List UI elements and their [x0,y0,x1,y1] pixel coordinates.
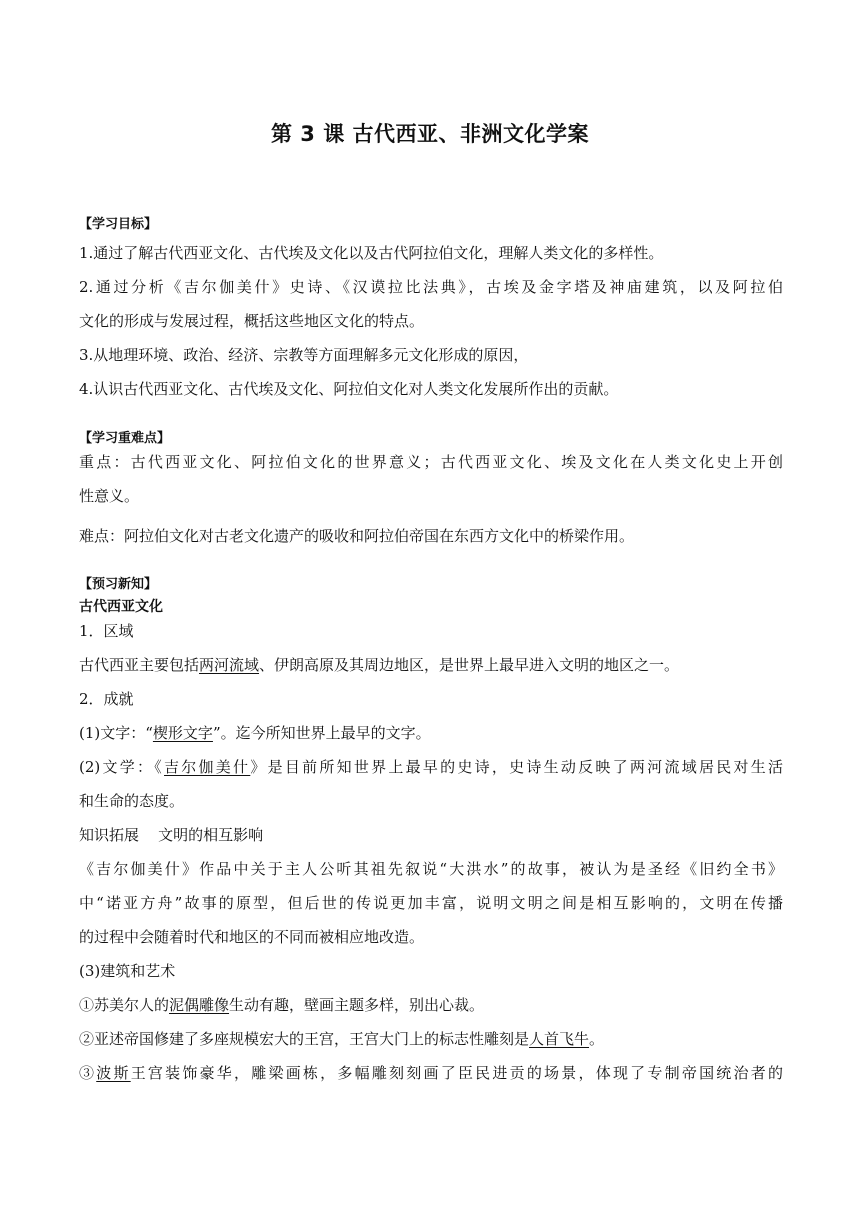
writing-text: (1)文字：“楔形文字”。迄今所知世界上最早的文字。 [79,724,431,742]
art-item: ③波斯王宫装饰豪华，雕梁画栋，多幅雕刻刻画了臣民进贡的场景，体现了专制帝国统治者的 [79,1064,783,1082]
underlined-term: 两河流域 [199,656,260,674]
preview-body [79,614,783,1090]
achievements-title: 2．成就 [79,690,134,708]
extension-text: 中“诺亚方舟”故事的原型，但后世的传说更加丰富，说明文明之间是相互影响的，文明在传播 [79,894,783,912]
underlined-term: 吉尔伽美什 [164,758,251,776]
goal-item: 4.认识古代西亚文化、古代埃及文化、阿拉伯文化对人类文化发展所作出的贡献。 [79,380,619,398]
literature-text-line2: 和生命的态度。 [79,792,185,810]
literature-text: (2)文学：《吉尔伽美什》是目前所知世界上最早的史诗，史诗生动反映了两河流域居民对生活 [79,758,783,776]
region-text: 古代西亚主要包括两河流域、伊朗高原及其周边地区，是世界上最早进入文明的地区之一。 [79,656,680,674]
architecture-title: (3)建筑和艺术 [79,962,176,980]
goal-item: 1.通过了解古代西亚文化、古代埃及文化以及古代阿拉伯文化，理解人类文化的多样性。 [79,244,664,262]
art-item: ②亚述帝国修建了多座规模宏大的王宫，王宫大门上的标志性雕刻是人首飞牛。 [79,1030,605,1048]
extension-text: 的过程中会随着时代和地区的不同而被相应地改造。 [79,928,425,946]
focus-text-line1: 重点：古代西亚文化、阿拉伯文化的世界意义；古代西亚文化、埃及文化在人类文化史上开创 [79,453,783,471]
learning-goals-heading: 【学习目标】 [79,217,158,232]
extension-title: 知识拓展 文明的相互影响 [79,826,264,844]
goal-item: 3.从地理环境、政治、经济、宗教等方面理解多元文化形成的原因， [79,346,529,364]
section-title: 古代西亚文化 [79,599,163,615]
key-points-heading: 【学习重难点】 [79,431,171,446]
learning-goals-section [79,214,783,236]
underlined-term: 泥偶雕像 [169,996,230,1014]
extension-text: 《吉尔伽美什》作品中关于主人公听其祖先叙说“大洪水”的故事，被认为是圣经《旧约全书》 [79,860,783,878]
goal-item: 2.通过分析《吉尔伽美什》史诗、《汉谟拉比法典》，古埃及金字塔及神庙建筑，以及阿拉伯 [79,278,783,296]
underlined-term: 楔形文字 [152,724,213,742]
difficulty-text: 难点：阿拉伯文化对古老文化遗产的吸收和阿拉伯帝国在东西方文化中的桥梁作用。 [79,527,635,545]
page-title: 第 3 课 古代西亚、非洲文化学案 [270,122,590,146]
art-item: ①苏美尔人的泥偶雕像生动有趣，壁画主题多样，别出心裁。 [79,996,485,1014]
region-title: 1．区域 [79,622,134,640]
preview-section [79,574,783,618]
goal-item: 文化的形成与发展过程，概括这些地区文化的特点。 [79,312,425,330]
focus-text-line2: 性意义。 [79,487,140,505]
underlined-term: 波斯 [96,1064,131,1082]
learning-goals-list [79,236,783,406]
preview-heading: 【预习新知】 [79,577,158,592]
key-points-body [79,445,783,553]
underlined-term: 人首飞牛 [529,1030,590,1048]
